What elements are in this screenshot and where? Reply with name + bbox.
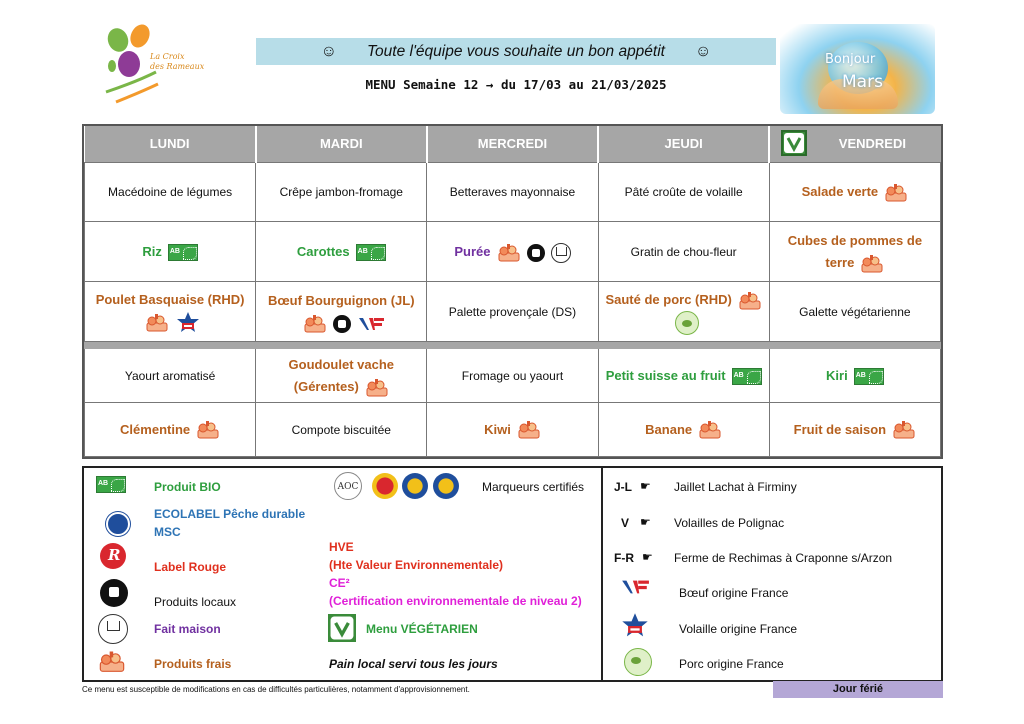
separator-cell xyxy=(598,342,769,349)
legend-msc-line2: MSC xyxy=(154,525,181,539)
day-header-mardi: MARDI xyxy=(256,126,427,162)
fresh-products-icon xyxy=(884,183,908,203)
day-header-mercredi: MERCREDI xyxy=(427,126,598,162)
dish-name: Betteraves mayonnaise xyxy=(449,184,576,199)
supplier-code-v: V xyxy=(621,516,630,530)
fresh-products-icon xyxy=(738,291,762,311)
menu-course-row xyxy=(85,403,941,457)
legend-vegetarian: Menu VÉGÉTARIEN xyxy=(366,622,478,636)
holiday-legend: Jour férié xyxy=(773,681,943,698)
dish-name: Goudoulet vache (Gérentes) xyxy=(288,356,395,394)
fresh-products-icon xyxy=(860,254,884,274)
igp-label-icon xyxy=(402,473,428,499)
menu-cell xyxy=(427,349,598,403)
dish-name: Fruit de saison xyxy=(793,421,887,437)
org-name-line2: des Rameaux xyxy=(150,62,205,71)
dish-name: Poulet Basquaise (RHD) xyxy=(95,291,245,307)
french-beef-icon xyxy=(357,316,385,332)
menu-course-row xyxy=(85,282,941,342)
dish-name: Fromage ou yaourt xyxy=(461,368,564,383)
dish-name: Banane xyxy=(645,421,693,437)
dish-name: Pâté croûte de volaille xyxy=(624,184,743,199)
dish-name: Clémentine xyxy=(120,421,191,437)
pointing-hand-icon: ☛ xyxy=(642,550,653,564)
local-products-icon xyxy=(333,315,351,333)
dish-name: Galette végétarienne xyxy=(799,304,911,319)
legend-origin-poultry: Volaille origine France xyxy=(679,622,798,636)
dish-name: Macédoine de légumes xyxy=(108,184,233,199)
menu-cell xyxy=(769,349,940,403)
dish-name: Purée xyxy=(454,243,491,259)
french-poultry-icon xyxy=(620,612,650,645)
legend-bread: Pain local servi tous les jours xyxy=(329,657,498,671)
dish-name: Kiri xyxy=(826,367,848,383)
org-name-line1: La Croix xyxy=(150,52,185,61)
dish-name: Petit suisse au fruit xyxy=(605,367,726,383)
weekly-menu-table xyxy=(82,124,943,459)
legend-hve-title: HVE xyxy=(329,540,354,554)
legend-certified: Marqueurs certifiés xyxy=(482,480,585,494)
dish-name: Kiwi xyxy=(484,421,511,437)
menu-cell xyxy=(598,403,769,457)
supplier-name-jl: Jaillet Lachat à Firminy xyxy=(674,480,797,494)
menu-cell xyxy=(85,349,256,403)
smiley-icon: ☺ xyxy=(320,42,337,60)
fresh-products-icon xyxy=(365,378,389,398)
fresh-products-icon xyxy=(196,420,220,440)
local-products-icon xyxy=(100,579,128,607)
french-pork-icon xyxy=(624,648,652,676)
section-separator xyxy=(85,342,941,349)
organic-label-icon xyxy=(356,244,386,261)
menu-course-row xyxy=(85,222,941,282)
dish-name: Sauté de porc (RHD) xyxy=(605,291,732,307)
pointing-hand-icon: ☛ xyxy=(640,515,651,529)
french-pork-icon xyxy=(675,311,699,335)
menu-cell xyxy=(598,349,769,403)
legend-bio: Produit BIO xyxy=(154,480,221,494)
legend-fresh: Produits frais xyxy=(154,657,232,671)
homemade-icon xyxy=(551,243,571,263)
menu-cell xyxy=(598,162,769,222)
greeting-banner xyxy=(256,38,776,65)
separator-cell xyxy=(85,342,256,349)
menu-course-row xyxy=(85,349,941,403)
menu-cell xyxy=(256,162,427,222)
dish-name: Cubes de pommes de terre xyxy=(787,232,923,270)
menu-cell xyxy=(256,349,427,403)
menu-cell xyxy=(427,162,598,222)
dish-name: Palette provençale (DS) xyxy=(448,304,577,319)
day-header-vendredi: VENDREDI xyxy=(769,126,940,162)
dish-name: Bœuf Bourguignon (JL) xyxy=(267,292,415,308)
organization-name xyxy=(150,52,204,72)
aop-label-icon xyxy=(372,473,398,499)
legend-origin-beef: Bœuf origine France xyxy=(679,586,789,600)
supplier-name-v: Volailles de Polignac xyxy=(674,516,785,530)
legend-divider xyxy=(601,468,603,680)
menu-cell xyxy=(769,162,940,222)
month-badge-image xyxy=(780,24,935,114)
disclaimer-note: Ce menu est susceptible de modifications en cas de difficultés particulières, notamment d'approvisionnement. xyxy=(82,685,470,694)
pointing-hand-icon: ☛ xyxy=(640,479,651,493)
supplier-code-fr: F-R xyxy=(614,551,634,565)
organic-label-icon xyxy=(96,476,126,494)
supplier-code-jl: J-L xyxy=(614,480,632,494)
month-badge-greeting: Bonjour xyxy=(825,52,876,67)
menu-cell xyxy=(769,403,940,457)
week-title: MENU Semaine 12 → du 17/03 au 21/03/2025 xyxy=(365,77,667,92)
day-header-lundi: LUNDI xyxy=(85,126,256,162)
legend-ce2-desc: (Certification environnementale de niveau 2) xyxy=(329,594,582,608)
dish-name: Crêpe jambon-fromage xyxy=(279,184,403,199)
menu-cell xyxy=(85,222,256,282)
organic-label-icon xyxy=(168,244,198,261)
greeting-text: Toute l'équipe vous souhaite un bon appétit xyxy=(367,42,665,60)
dish-name: Yaourt aromatisé xyxy=(124,368,216,383)
homemade-icon xyxy=(98,614,128,644)
dish-name: Riz xyxy=(142,243,162,259)
legend-hve-desc: (Hte Valeur Environnementale) xyxy=(329,558,504,572)
legend-msc-line1: ECOLABEL Pêche durable xyxy=(154,507,306,521)
vegetarian-menu-icon xyxy=(328,614,356,642)
igp-eu-label-icon xyxy=(433,473,459,499)
fresh-products-icon xyxy=(145,313,169,333)
msc-ecolabel-icon xyxy=(106,512,130,536)
menu-cell xyxy=(256,222,427,282)
menu-cell xyxy=(85,403,256,457)
separator-cell xyxy=(256,342,427,349)
menu-cell xyxy=(769,282,940,342)
separator-cell xyxy=(427,342,598,349)
smiley-icon: ☺ xyxy=(694,42,712,60)
fresh-products-icon xyxy=(497,243,521,263)
menu-cell xyxy=(427,282,598,342)
legend-label-rouge: Label Rouge xyxy=(154,560,227,574)
dish-name: Gratin de chou-fleur xyxy=(630,244,737,259)
french-poultry-icon xyxy=(175,311,201,335)
menu-course-row xyxy=(85,162,941,222)
local-products-icon xyxy=(527,244,545,262)
menu-cell xyxy=(85,162,256,222)
dish-name: Carottes xyxy=(296,243,350,259)
legend-local: Produits locaux xyxy=(154,595,237,609)
supplier-name-fr: Ferme de Rechimas à Craponne s/Arzon xyxy=(674,551,893,565)
fresh-products-icon xyxy=(517,420,541,440)
menu-cell xyxy=(598,222,769,282)
label-rouge-icon xyxy=(100,543,126,569)
day-header-jeudi: JEUDI xyxy=(598,126,769,162)
fresh-products-icon xyxy=(892,420,916,440)
menu-cell xyxy=(427,222,598,282)
legend-homemade: Fait maison xyxy=(154,622,221,636)
dish-name: Salade verte xyxy=(801,183,879,199)
legend-ce2-title: CE² xyxy=(329,576,350,590)
legend-panel xyxy=(82,466,943,682)
menu-cell xyxy=(256,403,427,457)
month-badge-month: Mars xyxy=(842,72,883,92)
menu-cell xyxy=(85,282,256,342)
legend-origin-pork: Porc origine France xyxy=(679,657,784,671)
dish-name: Compote biscuitée xyxy=(291,422,391,437)
menu-cell xyxy=(598,282,769,342)
menu-cell xyxy=(256,282,427,342)
aoc-icon: AOC xyxy=(334,472,362,500)
menu-cell xyxy=(427,403,598,457)
separator-cell xyxy=(769,342,940,349)
fresh-products-icon xyxy=(698,420,722,440)
vegetarian-icon xyxy=(781,130,807,156)
french-beef-icon xyxy=(620,578,650,601)
organic-label-icon xyxy=(854,368,884,385)
organic-label-icon xyxy=(732,368,762,385)
menu-cell xyxy=(769,222,940,282)
fresh-products-icon xyxy=(303,314,327,334)
fresh-products-icon xyxy=(98,650,126,679)
